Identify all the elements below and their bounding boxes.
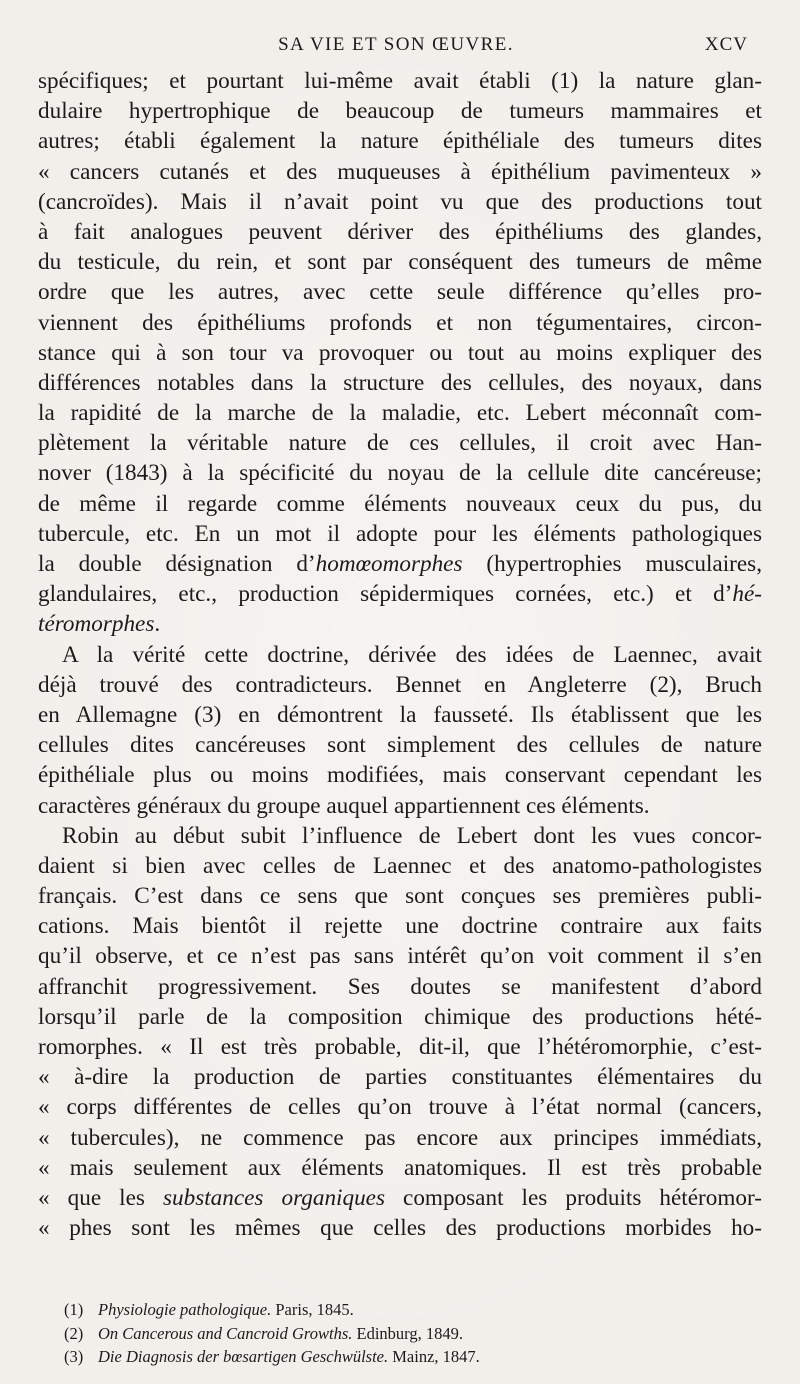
footnote-publication: Edinburg, 1849.: [352, 1323, 464, 1343]
text-line: spécifiques; et pourtant lui-même avait établi (1) la nature glan-: [38, 68, 762, 94]
footnote-title: On Cancerous and Cancroid Growths.: [98, 1323, 353, 1343]
text-line: la double désignation d’homœomorphes (hypertrophies musculaires,: [38, 551, 762, 577]
footnote-number: (2): [64, 1323, 84, 1343]
text-line: nover (1843) à la spécificité du noyau de la cellule dite cancéreuse;: [38, 460, 762, 487]
footnote-number: (1): [64, 1300, 84, 1319]
text-line: affranchit progressivement. Ses doutes se manifestent d’abord: [38, 973, 762, 1000]
footnote: [64, 1345, 754, 1369]
text-line: cellules dites cancéreuses sont simplement des cellules de nature: [38, 732, 762, 759]
text-line: à fait analogues peuvent dériver des épithéliums des glandes,: [38, 218, 762, 245]
text-line: glandulaires, etc., production sépidermiques cornées, etc.) et d’hé-: [38, 581, 762, 608]
text-line: « phes sont les mêmes que celles des productions morbides ho-: [38, 1215, 762, 1242]
text-line: plètement la véritable nature de ces cellules, il croit avec Han-: [38, 430, 762, 457]
text-line: déjà trouvé des contradicteurs. Bennet en Angleterre (2), Bruch: [38, 671, 762, 698]
footnote-title: Die Diagnosis der bœsartigen Geschwülste.: [98, 1347, 389, 1366]
text-line: romorphes. « Il est très probable, dit-il, que l’hétéromorphie, c’est-: [38, 1034, 762, 1060]
footnote-title: Physiologie pathologique.: [98, 1300, 272, 1319]
footnote-publication: Mainz, 1847.: [388, 1347, 480, 1366]
text-line: français. C’est dans ce sens que sont conçues ses premières publi-: [38, 883, 762, 910]
running-head: [38, 34, 754, 58]
body-text: [38, 66, 762, 1243]
running-title: SA VIE ET SON ŒUVRE.: [278, 34, 514, 55]
text-line: téromorphes.: [38, 611, 161, 638]
text-line: en Allemagne (3) en démontrent la fausseté. Ils établissent que les: [38, 701, 762, 728]
text-line: de même il regarde comme éléments nouveaux ceux du pus, du: [38, 490, 762, 517]
text-line: ordre que les autres, avec cette seule différence qu’elles pro-: [38, 279, 762, 306]
text-line: stance qui à son tour va provoquer ou tout au moins expliquer des: [38, 339, 762, 366]
text-line: « corps différentes de celles qu’on trouve à l’état normal (cancers,: [38, 1094, 762, 1121]
footnotes: [64, 1298, 754, 1369]
text-line: dulaire hypertrophique de beaucoup de tumeurs mammaires et: [38, 98, 762, 125]
text-line: daient si bien avec celles de Laennec et des anatomo-pathologistes: [38, 852, 762, 879]
footnote-publication: Paris, 1845.: [271, 1300, 354, 1319]
footnote-number: (3): [64, 1347, 84, 1366]
text-line: Robin au début subit l’influence de Lebert dont les vues concor-: [62, 822, 762, 849]
text-line: « que les substances organiques composant les produits hétéromor-: [38, 1184, 762, 1211]
text-line: la rapidité de la marche de la maladie, etc. Lebert méconnaît com-: [38, 400, 762, 427]
text-line: tubercule, etc. En un mot il adopte pour les éléments pathologiques: [38, 520, 762, 547]
text-line: lorsqu’il parle de la composition chimique des productions hété-: [38, 1003, 762, 1030]
text-line: cations. Mais bientôt il rejette une doctrine contraire aux faits: [38, 913, 762, 940]
text-line: « tubercules), ne commence pas encore aux principes immédiats,: [38, 1124, 762, 1151]
text-line: « à-dire la production de parties constituantes élémentaires du: [38, 1064, 762, 1091]
text-line: du testicule, du rein, et sont par conséquent des tumeurs de même: [38, 249, 762, 276]
text-line: A la vérité cette doctrine, dérivée des idées de Laennec, avait: [62, 641, 762, 668]
text-line: « mais seulement aux éléments anatomiques. Il est très probable: [38, 1154, 762, 1181]
text-line: « cancers cutanés et des muqueuses à épithélium pavimenteux »: [38, 158, 762, 185]
text-line: caractères généraux du groupe auquel appartiennent ces éléments.: [38, 792, 650, 819]
text-line: (cancroïdes). Mais il n’avait point vu que des productions tout: [38, 188, 762, 215]
text-line: autres; établi également la nature épithéliale des tumeurs dites: [38, 128, 762, 155]
text-line: épithéliale plus ou moins modifiées, mais conservant cependant les: [38, 762, 762, 789]
page-number: XCV: [704, 34, 748, 55]
text-line: qu’il observe, et ce n’est pas sans intérêt qu’on voit comment il s’en: [38, 943, 762, 970]
text-line: différences notables dans la structure des cellules, des noyaux, dans: [38, 369, 762, 396]
footnote: [64, 1298, 754, 1322]
text-line: viennent des épithéliums profonds et non tégumentaires, circon-: [38, 309, 762, 336]
footnote: [64, 1322, 754, 1346]
